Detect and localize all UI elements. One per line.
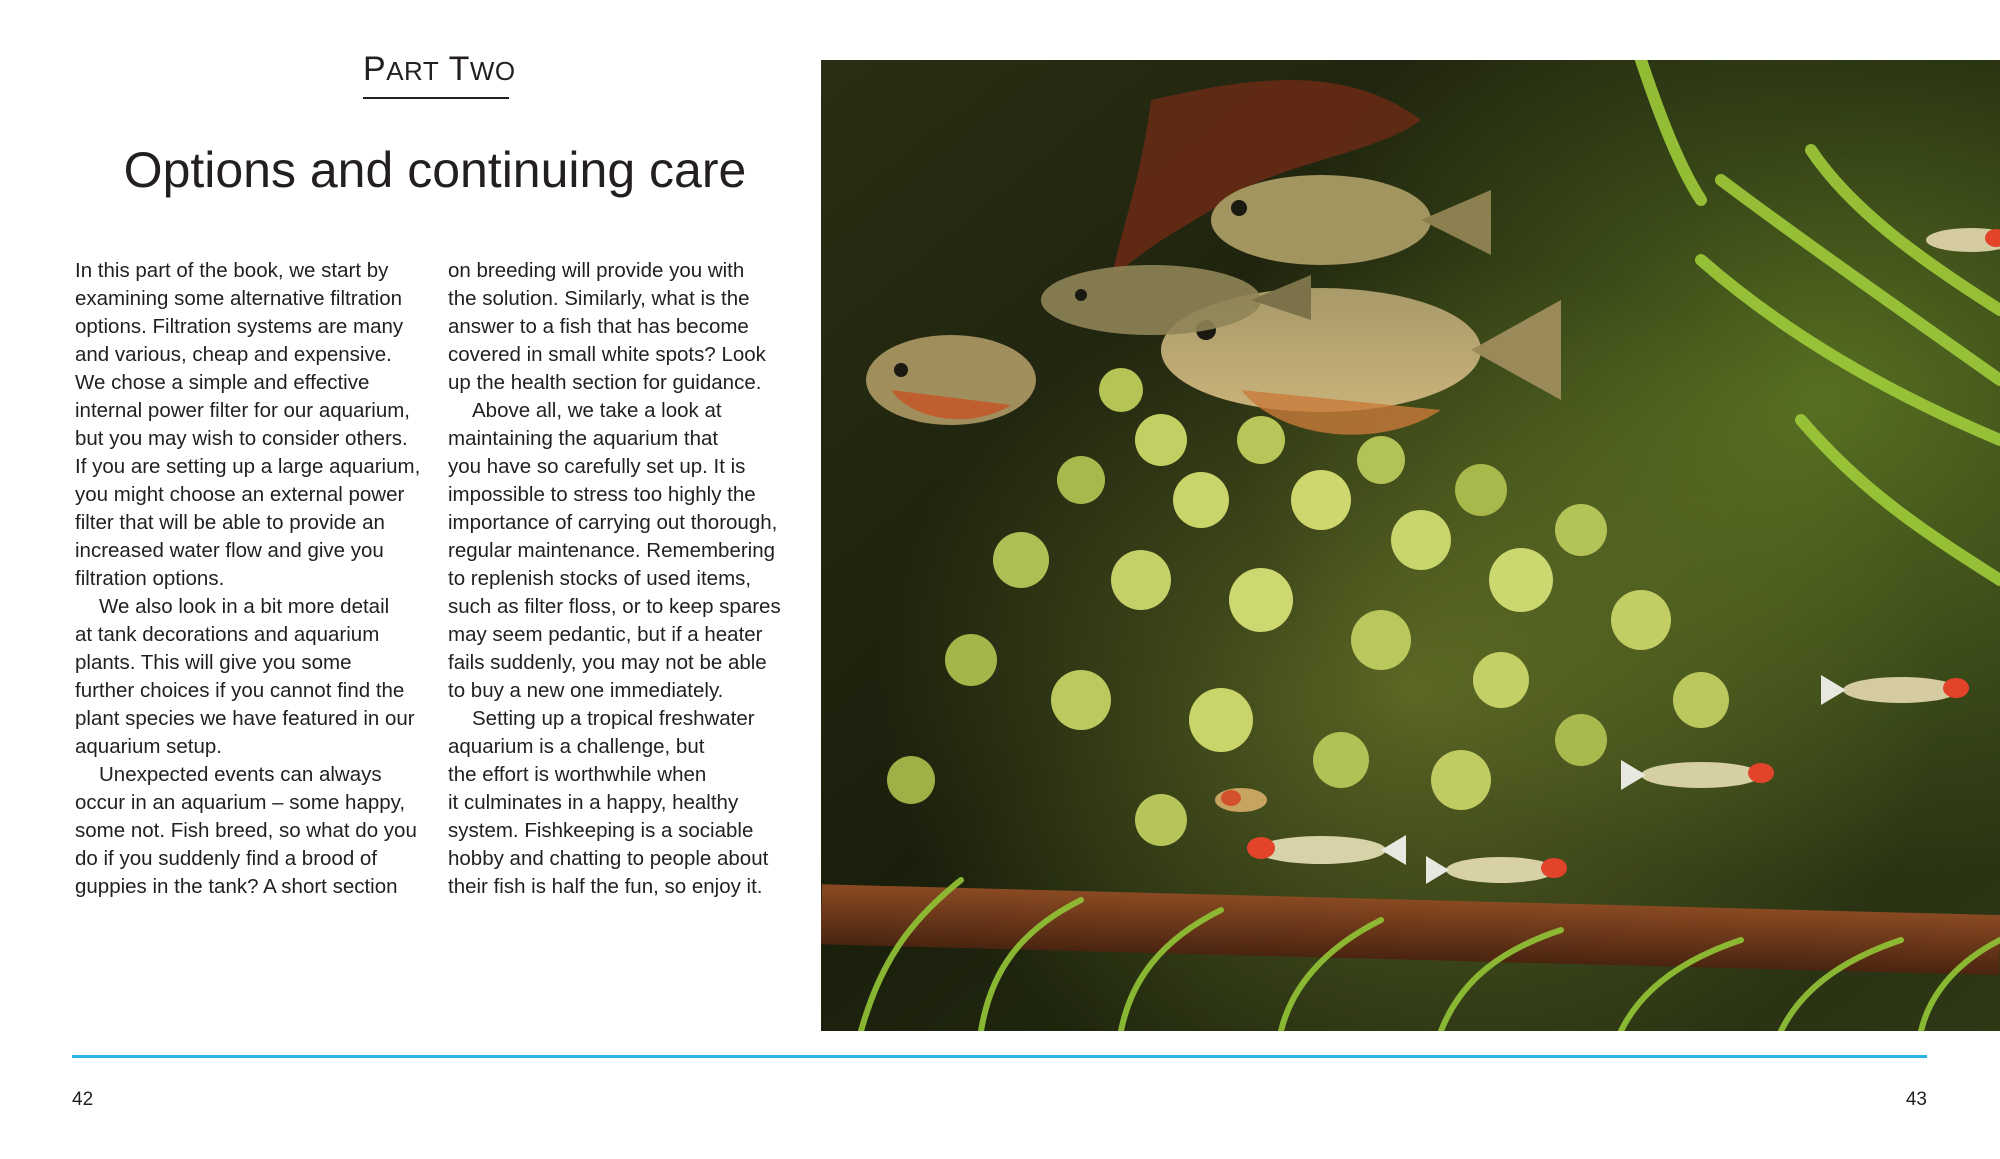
aquarium-photo <box>821 60 2000 1031</box>
body-line: We also look in a bit more detail <box>99 595 390 618</box>
body-line: increased water flow and give you <box>75 539 384 562</box>
body-line: examining some alternative filtration <box>75 287 403 310</box>
body-line: If you are setting up a large aquarium, <box>75 455 421 478</box>
body-line: system. Fishkeeping is a sociable <box>448 819 754 842</box>
body-line: Unexpected events can always <box>99 763 382 786</box>
body-line: filtration options. <box>75 567 225 590</box>
body-line: aquarium is a challenge, but <box>448 735 705 758</box>
part-heading-wo: WO <box>469 56 516 86</box>
body-line: up the health section for guidance. <box>448 371 762 394</box>
body-line: do if you suddenly find a brood of <box>75 847 378 870</box>
body-line: and various, cheap and expensive. <box>75 343 392 366</box>
body-line: aquarium setup. <box>75 735 223 758</box>
part-heading-art: ART <box>386 56 440 86</box>
body-line: occur in an aquarium – some happy, <box>75 791 406 814</box>
body-line: some not. Fish breed, so what do you <box>75 819 417 842</box>
page-number-left: 42 <box>72 1089 94 1110</box>
body-line: plants. This will give you some <box>75 651 352 674</box>
part-heading <box>363 52 516 86</box>
body-line: on breeding will provide you with <box>448 259 745 282</box>
part-heading-p: P <box>363 50 387 88</box>
body-line: to replenish stocks of used items, <box>448 567 752 590</box>
body-column-right <box>448 257 808 901</box>
body-line: you have so carefully set up. It is <box>448 455 746 478</box>
footer-rule <box>72 1055 1927 1058</box>
pearl-gourami-fish-3 <box>866 335 1036 425</box>
body-line: but you may wish to consider others. <box>75 427 408 450</box>
part-heading-t: T <box>448 50 470 88</box>
chapter-title: Options and continuing care <box>123 142 747 198</box>
body-line: We chose a simple and effective <box>75 371 370 394</box>
body-line: to buy a new one immediately. <box>448 679 724 702</box>
body-line: answer to a fish that has become <box>448 315 749 338</box>
body-line: you might choose an external power <box>75 483 405 506</box>
body-line: the solution. Similarly, what is the <box>448 287 750 310</box>
body-line: regular maintenance. Remembering <box>448 539 776 562</box>
body-line: guppies in the tank? A short section <box>75 875 398 898</box>
body-line: importance of carrying out thorough, <box>448 511 778 534</box>
body-line: at tank decorations and aquarium <box>75 623 380 646</box>
body-line: their fish is half the fun, so enjoy it. <box>448 875 763 898</box>
body-line: it culminates in a happy, healthy <box>448 791 739 814</box>
body-line: internal power filter for our aquarium, <box>75 399 410 422</box>
page-number-right: 43 <box>1905 1089 1927 1110</box>
body-line: In this part of the book, we start by <box>75 259 389 282</box>
body-line: the effort is worthwhile when <box>448 763 707 786</box>
body-line: plant species we have featured in our <box>75 707 415 730</box>
body-line: Setting up a tropical freshwater <box>472 707 755 730</box>
body-line: may seem pedantic, but if a heater <box>448 623 763 646</box>
body-line: impossible to stress too highly the <box>448 483 756 506</box>
body-line: filter that will be able to provide an <box>75 511 385 534</box>
body-line: covered in small white spots? Look <box>448 343 766 366</box>
body-line: further choices if you cannot find the <box>75 679 405 702</box>
body-column-left <box>75 257 435 901</box>
body-line: options. Filtration systems are many <box>75 315 404 338</box>
part-heading-underline <box>363 97 509 99</box>
body-line: such as filter floss, or to keep spares <box>448 595 781 618</box>
body-line: maintaining the aquarium that <box>448 427 719 450</box>
body-line: Above all, we take a look at <box>472 399 722 422</box>
body-line: hobby and chatting to people about <box>448 847 769 870</box>
body-line: fails suddenly, you may not be able <box>448 651 767 674</box>
